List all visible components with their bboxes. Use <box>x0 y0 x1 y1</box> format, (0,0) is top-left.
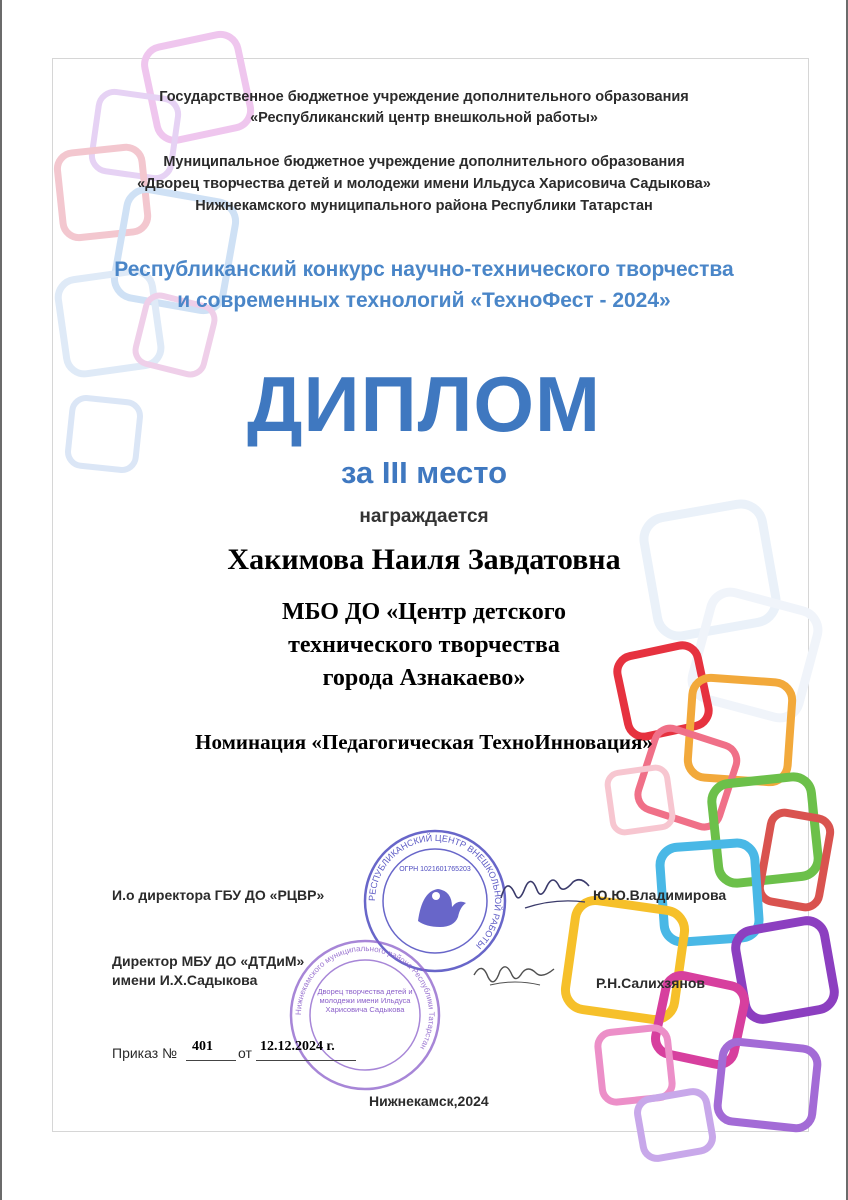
recipient-name: Хакимова Наиля Завдатовна <box>227 543 621 576</box>
rcvr-stamp-ogrn: ОГРН 1021601765203 <box>399 866 471 873</box>
org-line-3: Муниципальное бюджетное учреждение дополнительного образования <box>163 154 685 170</box>
org-line-2: «Республиканский центр внешкольной работы» <box>250 110 598 126</box>
awarded-label: награждается <box>359 506 489 527</box>
order-number: 401 <box>192 1039 213 1054</box>
signer-1-role: И.о директора ГБУ ДО «РЦВР» <box>112 887 325 903</box>
place-label: за III место <box>340 455 508 490</box>
recipient-org-line-2: технического творчества <box>288 632 560 658</box>
contest-line-2: и современных технологий «ТехноФест - 2024» <box>177 289 671 312</box>
signer-1-name: Ю.Ю.Владимирова <box>593 887 727 903</box>
signer-2-name: Р.Н.Салихзянов <box>596 975 706 991</box>
nomination: Номинация «Педагогическая ТехноИнновация» <box>195 730 653 754</box>
order-date: 12.12.2024 г. <box>260 1039 335 1054</box>
recipient-org-line-3: города Азнакаево» <box>322 665 526 691</box>
dtdim-stamp-ring-text: Нижнекамского муниципального района Республики Татарстан <box>293 943 437 1052</box>
signer-2-role-line-2: имени И.Х.Садыкова <box>112 972 258 988</box>
org-line-4: «Дворец творчества детей и молодежи имени Ильдуса Харисовича Садыкова» <box>137 176 711 192</box>
order-prefix: Приказ № <box>112 1045 178 1061</box>
signature-1 <box>495 868 595 918</box>
recipient-org-line-1: МБО ДО «Центр детского <box>281 599 567 625</box>
signer-2-role: Директор МБУ ДО «ДТДиМ» <box>112 953 305 969</box>
dtdim-stamp-center-text: Дворец творчества детей и молодежи имени Ильдуса Харисовича Садыкова <box>317 987 413 1014</box>
dtdim-stamp <box>285 935 445 1095</box>
org-line-1: Государственное бюджетное учреждение дополнительного образования <box>159 89 689 105</box>
order-from-label: от <box>238 1045 252 1061</box>
signature-2 <box>470 955 560 995</box>
org-line-5: Нижнекамского муниципального района Республики Татарстан <box>195 198 653 214</box>
footer-place-year: Нижнекамск,2024 <box>369 1093 489 1109</box>
diploma-title: ДИПЛОМ <box>246 360 602 448</box>
rcvr-stamp-ring-text: РЕСПУБЛИКАНСКИЙ ЦЕНТР ВНЕШКОЛЬНОЙ РАБОТЫ <box>366 832 504 952</box>
contest-line-1: Республиканский конкурс научно-технического творчества <box>114 258 734 281</box>
